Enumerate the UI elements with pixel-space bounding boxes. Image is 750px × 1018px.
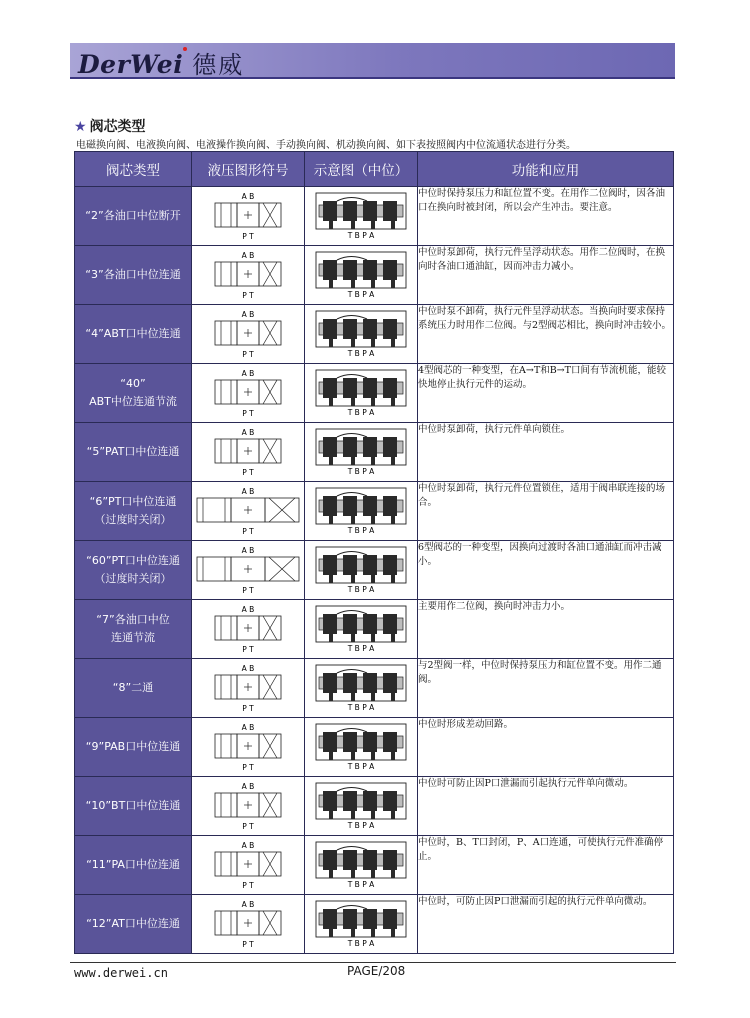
schematic-cell: [305, 659, 418, 718]
svg-text:T B P A: T B P A: [347, 231, 375, 240]
svg-text:P T: P T: [242, 822, 254, 831]
schematic-cell: [305, 895, 418, 954]
footer-url: www.derwei.cn: [74, 966, 168, 980]
svg-text:A B: A B: [241, 841, 255, 850]
svg-text:T B P A: T B P A: [347, 467, 375, 476]
footer-divider: [70, 962, 676, 963]
hydraulic-symbol-icon: [213, 663, 283, 713]
spool-type-label: “8”二通: [112, 681, 154, 694]
svg-text:T B P A: T B P A: [347, 939, 375, 948]
schematic-cell: [305, 777, 418, 836]
svg-text:A B: A B: [241, 782, 255, 791]
section-title-text: 阀芯类型: [89, 119, 146, 135]
table-row: [75, 541, 674, 600]
table-row: [75, 659, 674, 718]
symbol-cell: [192, 423, 305, 482]
spool-type-cell: [75, 718, 192, 777]
symbol-cell: [192, 187, 305, 246]
table-row: [75, 482, 674, 541]
function-description: 中位时泵不卸荷，执行元件呈浮动状态。当换向时要求保持系统压力时用作二位阀。与2型阀芯相比，换向时冲击较小。: [418, 305, 674, 364]
function-description: 6型阀芯的一种变型，因换向过渡时各油口通油缸而冲击减小。: [418, 541, 674, 600]
spool-schematic-icon: [315, 782, 407, 830]
spool-schematic-icon: [315, 428, 407, 476]
svg-text:A B: A B: [241, 192, 255, 201]
symbol-cell: [192, 541, 305, 600]
footer-page: PAGE/208: [347, 964, 406, 978]
function-description: 中位时保持泵压力和缸位置不变。在用作二位阀时，因各油口在换向时被封闭，所以会产生冲击。要注意。: [418, 187, 674, 246]
schematic-cell: [305, 423, 418, 482]
spool-type-note: 连通节流: [111, 631, 155, 644]
logo: [78, 45, 244, 80]
schematic-cell: [305, 364, 418, 423]
svg-text:A B: A B: [241, 900, 255, 909]
spool-type-label: “9”PAB口中位连通: [85, 740, 181, 753]
svg-text:T B P A: T B P A: [347, 644, 375, 653]
function-description: 中位时，可防止因P口泄漏而引起的执行元件单向微动。: [418, 895, 674, 954]
schematic-cell: [305, 541, 418, 600]
table-row: [75, 246, 674, 305]
svg-text:P T: P T: [242, 704, 254, 713]
spool-type-cell: [75, 423, 192, 482]
spool-schematic-icon: [315, 192, 407, 240]
svg-text:T B P A: T B P A: [347, 880, 375, 889]
spool-schematic-icon: [315, 664, 407, 712]
spool-type-cell: [75, 600, 192, 659]
svg-text:P T: P T: [242, 232, 254, 241]
function-description: 中位时泵卸荷，执行元件位置锁住，适用于阀串联连接的场合。: [418, 482, 674, 541]
hydraulic-symbol-icon: [196, 545, 300, 595]
spool-type-cell: [75, 305, 192, 364]
spool-type-cell: [75, 659, 192, 718]
spool-type-cell: [75, 836, 192, 895]
svg-text:A B: A B: [241, 310, 255, 319]
spool-type-note: （过度时关闭）: [94, 513, 172, 526]
spool-schematic-icon: [315, 251, 407, 299]
header-symbol: 液压图形符号: [192, 152, 305, 187]
schematic-cell: [305, 482, 418, 541]
table-row: [75, 718, 674, 777]
section-title: [74, 116, 146, 136]
svg-text:T B P A: T B P A: [347, 408, 375, 417]
symbol-cell: [192, 836, 305, 895]
svg-text:T B P A: T B P A: [347, 585, 375, 594]
section-subtitle: 电磁换向阀、电液换向阀、电液操作换向阀、手动换向阀、机动换向阀、如下表按照阀内中位流通状态进行分类。: [76, 140, 576, 151]
symbol-cell: [192, 364, 305, 423]
schematic-cell: [305, 305, 418, 364]
hydraulic-symbol-icon: [213, 722, 283, 772]
symbol-cell: [192, 482, 305, 541]
hydraulic-symbol-icon: [196, 486, 300, 536]
function-description: 中位时泵卸荷，执行元件单向锁住。: [418, 423, 674, 482]
hydraulic-symbol-icon: [213, 427, 283, 477]
spool-type-label: “11”PA口中位连通: [86, 858, 180, 871]
hydraulic-symbol-icon: [213, 250, 283, 300]
spool-schematic-icon: [315, 546, 407, 594]
spool-schematic-icon: [315, 841, 407, 889]
header-banner: [70, 43, 675, 79]
logo-dot-icon: [183, 47, 187, 51]
spool-type-table: [74, 151, 674, 954]
svg-text:T B P A: T B P A: [347, 762, 375, 771]
svg-text:P T: P T: [242, 940, 254, 949]
svg-text:A B: A B: [241, 487, 255, 496]
spool-type-label: “60”PT口中位连通: [86, 554, 180, 567]
svg-text:A B: A B: [241, 605, 255, 614]
svg-text:A B: A B: [241, 428, 255, 437]
svg-text:P T: P T: [242, 645, 254, 654]
function-description: 与2型阀一样，中位时保持泵压力和缸位置不变。用作二通阀。: [418, 659, 674, 718]
logo-en: DerWei: [78, 50, 184, 79]
svg-text:P T: P T: [242, 350, 254, 359]
symbol-cell: [192, 600, 305, 659]
schematic-cell: [305, 187, 418, 246]
header-function: 功能和应用: [418, 152, 674, 187]
function-description: 中位时泵卸荷，执行元件呈浮动状态。用作二位阀时，在换向时各油口通油缸，因而冲击力减小。: [418, 246, 674, 305]
function-description: 主要用作二位阀，换向时冲击力小。: [418, 600, 674, 659]
hydraulic-symbol-icon: [213, 368, 283, 418]
svg-text:T B P A: T B P A: [347, 526, 375, 535]
table-header-row: [75, 152, 674, 187]
table-row: [75, 777, 674, 836]
svg-text:T B P A: T B P A: [347, 290, 375, 299]
function-description: 4型阀芯的一种变型，在A→T和B→T口间有节流机能，能较快地停止执行元件的运动。: [418, 364, 674, 423]
table-row: [75, 895, 674, 954]
schematic-cell: [305, 246, 418, 305]
svg-text:T B P A: T B P A: [347, 703, 375, 712]
symbol-cell: [192, 305, 305, 364]
hydraulic-symbol-icon: [213, 781, 283, 831]
symbol-cell: [192, 718, 305, 777]
hydraulic-symbol-icon: [213, 309, 283, 359]
spool-schematic-icon: [315, 723, 407, 771]
spool-type-cell: [75, 541, 192, 600]
spool-schematic-icon: [315, 605, 407, 653]
svg-text:A B: A B: [241, 546, 255, 555]
function-description: 中位时，B、T口封闭，P、A口连通，可使执行元件准确停止。: [418, 836, 674, 895]
symbol-cell: [192, 659, 305, 718]
spool-type-note: （过度时关闭）: [94, 572, 172, 585]
spool-type-label: “2”各油口中位断开: [85, 209, 181, 222]
spool-schematic-icon: [315, 310, 407, 358]
spool-type-cell: [75, 895, 192, 954]
header-schematic: 示意图（中位）: [305, 152, 418, 187]
spool-type-label: “12”AT口中位连通: [86, 917, 180, 930]
table-row: [75, 423, 674, 482]
spool-type-label: “4”ABT口中位连通: [85, 327, 181, 340]
spool-type-cell: [75, 482, 192, 541]
symbol-cell: [192, 777, 305, 836]
schematic-cell: [305, 718, 418, 777]
spool-type-cell: [75, 187, 192, 246]
function-description: 中位时可防止因P口泄漏而引起执行元件单向微动。: [418, 777, 674, 836]
svg-text:A B: A B: [241, 723, 255, 732]
svg-text:P T: P T: [242, 527, 254, 536]
spool-type-label: “6”PT口中位连通: [89, 495, 177, 508]
spool-schematic-icon: [315, 487, 407, 535]
spool-type-label: “3”各油口中位连通: [85, 268, 181, 281]
symbol-cell: [192, 246, 305, 305]
hydraulic-symbol-icon: [213, 840, 283, 890]
hydraulic-symbol-icon: [213, 604, 283, 654]
header-type: 阀芯类型: [75, 152, 192, 187]
svg-text:A B: A B: [241, 251, 255, 260]
spool-type-label: “40”: [120, 377, 146, 390]
svg-text:P T: P T: [242, 881, 254, 890]
table-row: [75, 600, 674, 659]
svg-text:A B: A B: [241, 664, 255, 673]
svg-text:T B P A: T B P A: [347, 821, 375, 830]
table-row: [75, 187, 674, 246]
svg-text:P T: P T: [242, 586, 254, 595]
spool-type-note: ABT中位连通节流: [89, 395, 177, 408]
spool-schematic-icon: [315, 369, 407, 417]
table-row: [75, 364, 674, 423]
svg-text:P T: P T: [242, 763, 254, 772]
spool-type-cell: [75, 364, 192, 423]
symbol-cell: [192, 895, 305, 954]
spool-type-label: “5”PAT口中位连通: [86, 445, 180, 458]
table-row: [75, 305, 674, 364]
svg-text:T B P A: T B P A: [347, 349, 375, 358]
spool-type-cell: [75, 777, 192, 836]
svg-text:P T: P T: [242, 409, 254, 418]
function-description: 中位时形成差动回路。: [418, 718, 674, 777]
svg-text:P T: P T: [242, 468, 254, 477]
schematic-cell: [305, 600, 418, 659]
logo-cn: 德威: [192, 51, 245, 79]
spool-schematic-icon: [315, 900, 407, 948]
table-row: [75, 836, 674, 895]
star-icon: ★: [74, 119, 87, 135]
svg-text:A B: A B: [241, 369, 255, 378]
hydraulic-symbol-icon: [213, 899, 283, 949]
schematic-cell: [305, 836, 418, 895]
svg-text:P T: P T: [242, 291, 254, 300]
spool-type-label: “10”BT口中位连通: [85, 799, 181, 812]
spool-type-cell: [75, 246, 192, 305]
hydraulic-symbol-icon: [213, 191, 283, 241]
spool-type-label: “7”各油口中位: [96, 613, 170, 626]
